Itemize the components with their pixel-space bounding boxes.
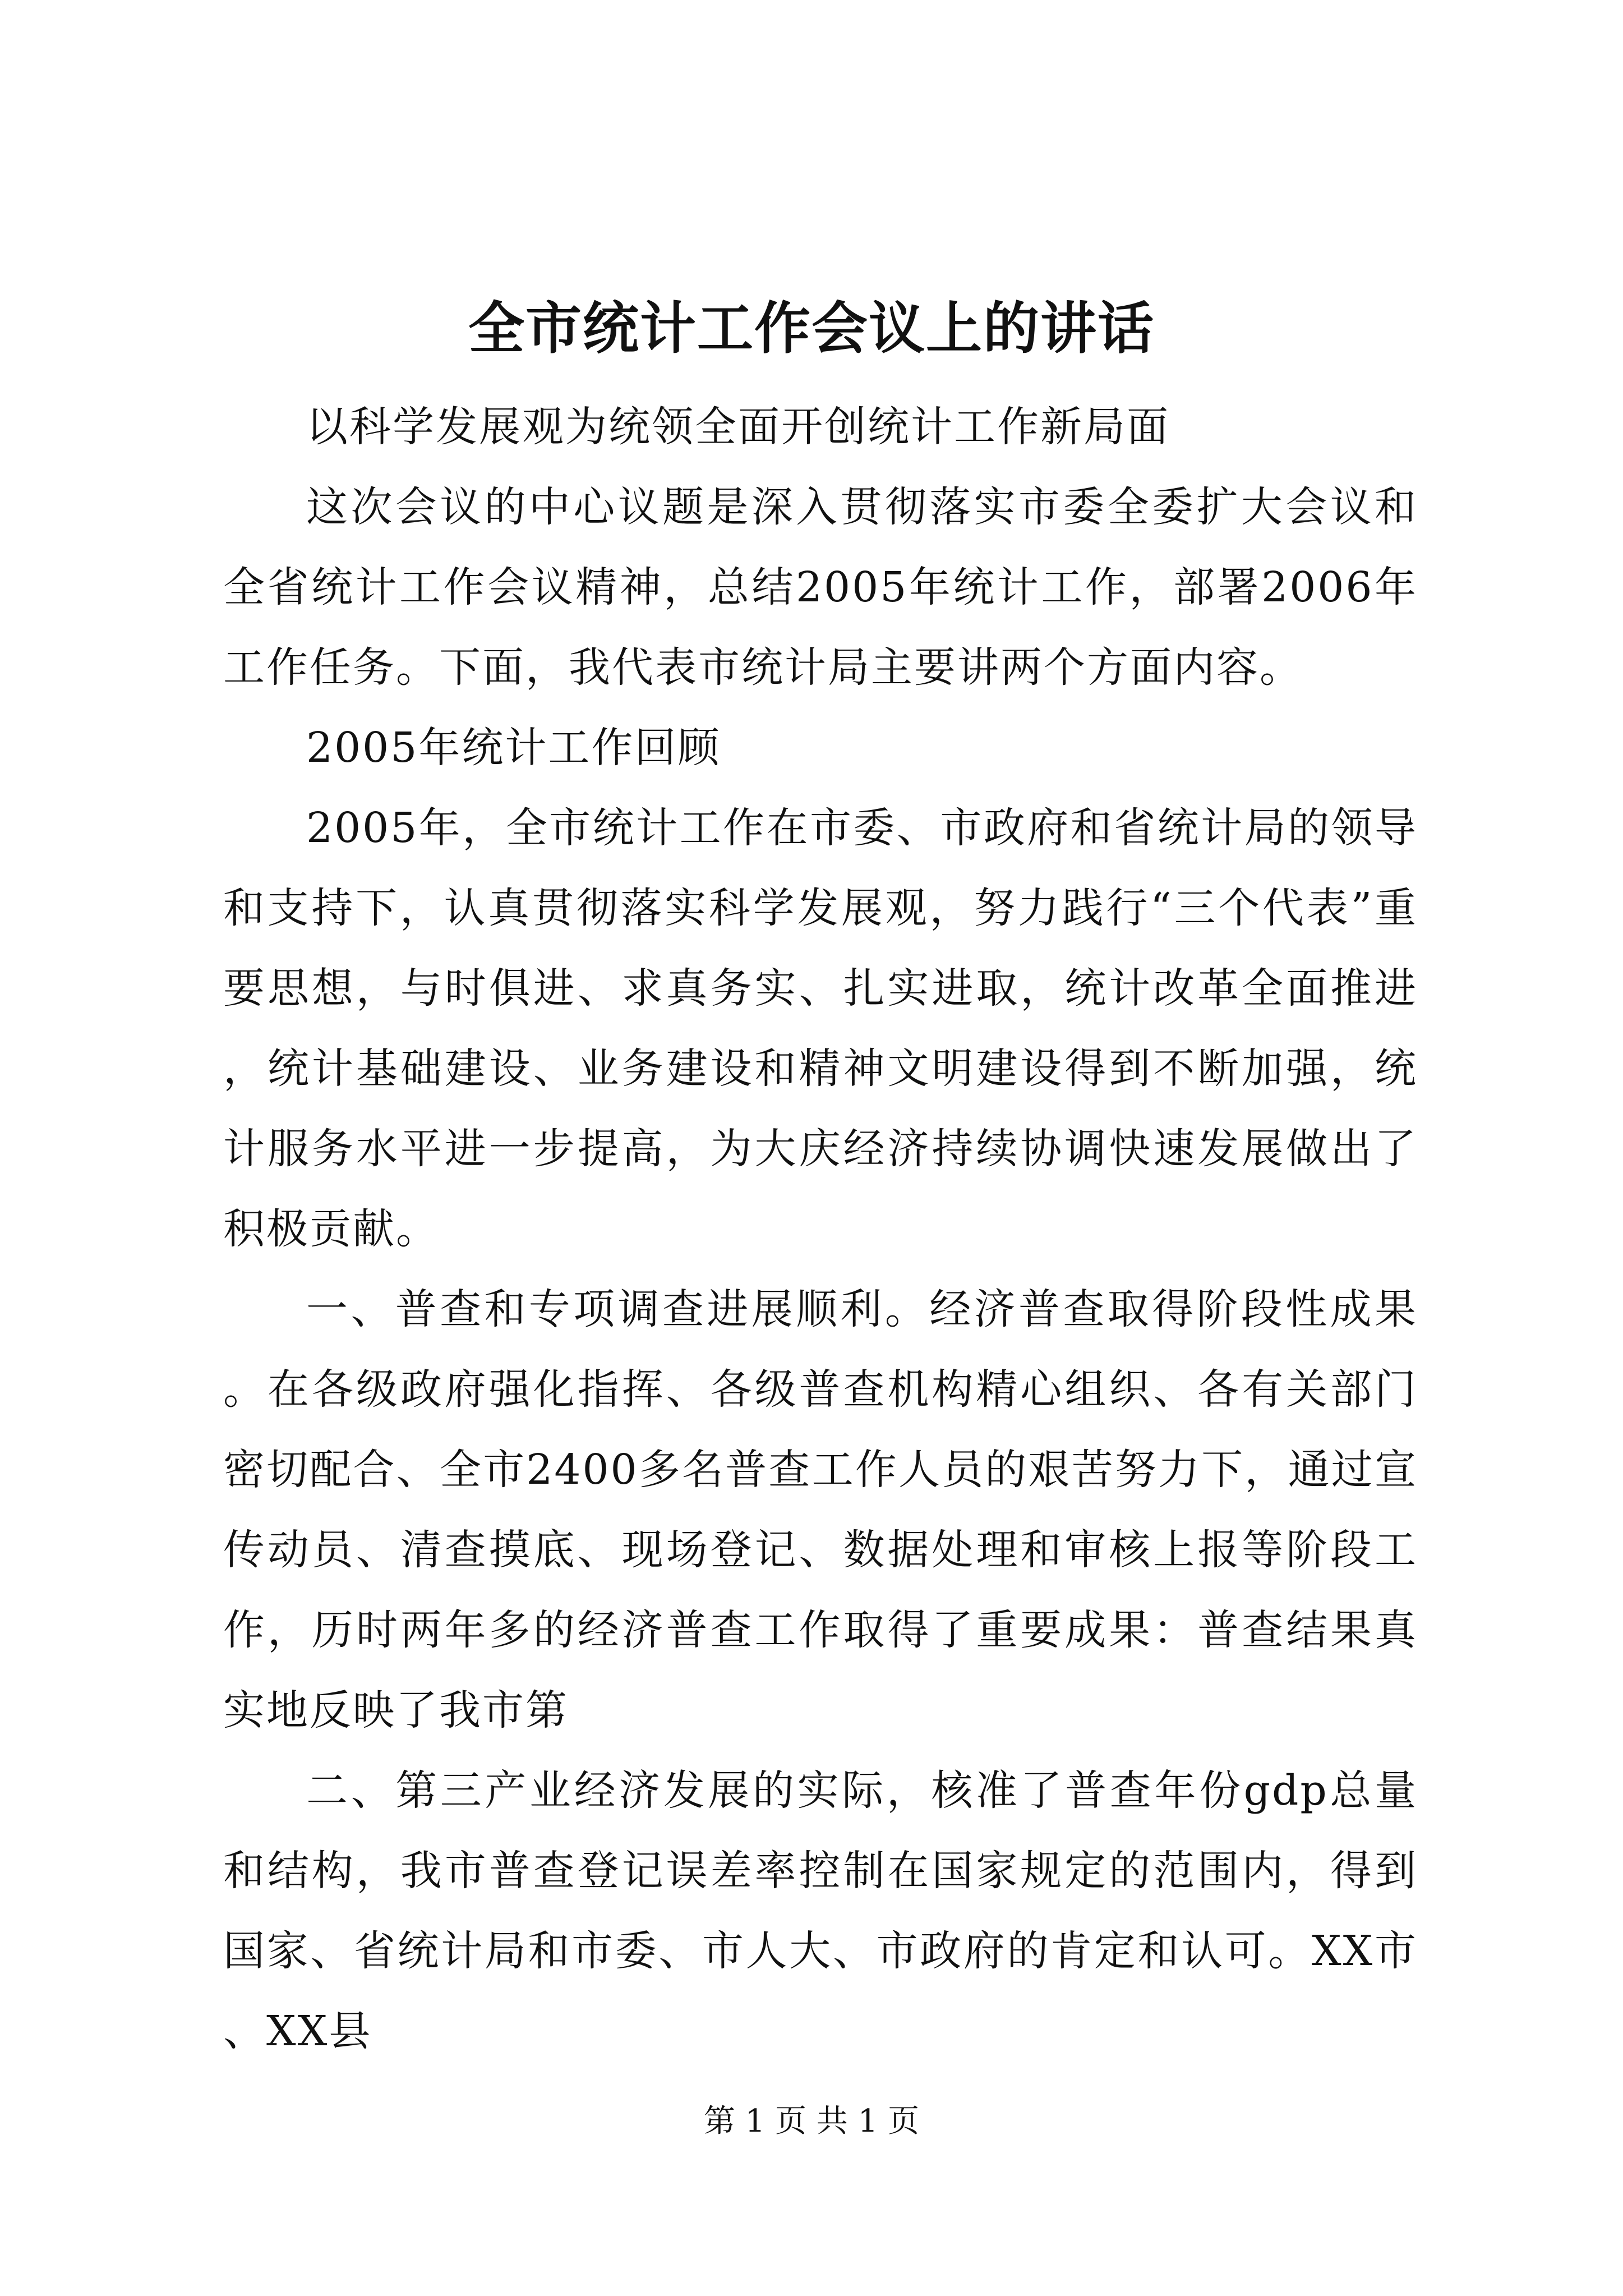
census-paragraph: 一、普查和专项调查进展顺利。经济普查取得阶段性成果。在各级政府强化指挥、各级普查机构精心组织、各有关部门密切配合、全市2400多名普查工作人员的艰苦努力下，通过宣传动员、清查摸底、现场登记、数据处理和审核上报等阶段工作，历时两年多的经济普查工作取得了重要成果：普查结果真实地反映了我市第 [223, 1285, 1418, 1734]
review-paragraph: 2005年，全市统计工作在市委、市政府和省统计局的领导和支持下，认真贯彻落实科学发展观，努力践行“三个代表”重要思想，与时俱进、求真务实、扎实进取，统计改革全面推进，统计基础建设、业务建设和精神文明建设得到不断加强，统计服务水平进一步提高，为大庆经济持续协调快速发展做出了积极贡献。 [223, 804, 1418, 1253]
intro-paragraph: 这次会议的中心议题是深入贯彻落实市委全委扩大会议和全省统计工作会议精神，总结2005年统计工作，部署2006年工作任务。下面，我代表市统计局主要讲两个方面内容。 [223, 483, 1418, 692]
subtitle-paragraph: 以科学发展观为统领全面开创统计工作新局面 [306, 403, 1170, 451]
tertiary-industry-paragraph: 二、第三产业经济发展的实际，核准了普查年份gdp总量和结构，我市普查登记误差率控制在国家规定的范围内，得到国家、省统计局和市委、市人大、市政府的肯定和认可。XX市、XX县 [223, 1766, 1418, 2055]
document-body [223, 387, 1418, 2072]
document-title: 全市统计工作会议上的讲话 [468, 295, 1155, 361]
section-heading: 2005年统计工作回顾 [306, 724, 721, 772]
page-footer: 第 1 页 共 1 页 [703, 2103, 920, 2139]
